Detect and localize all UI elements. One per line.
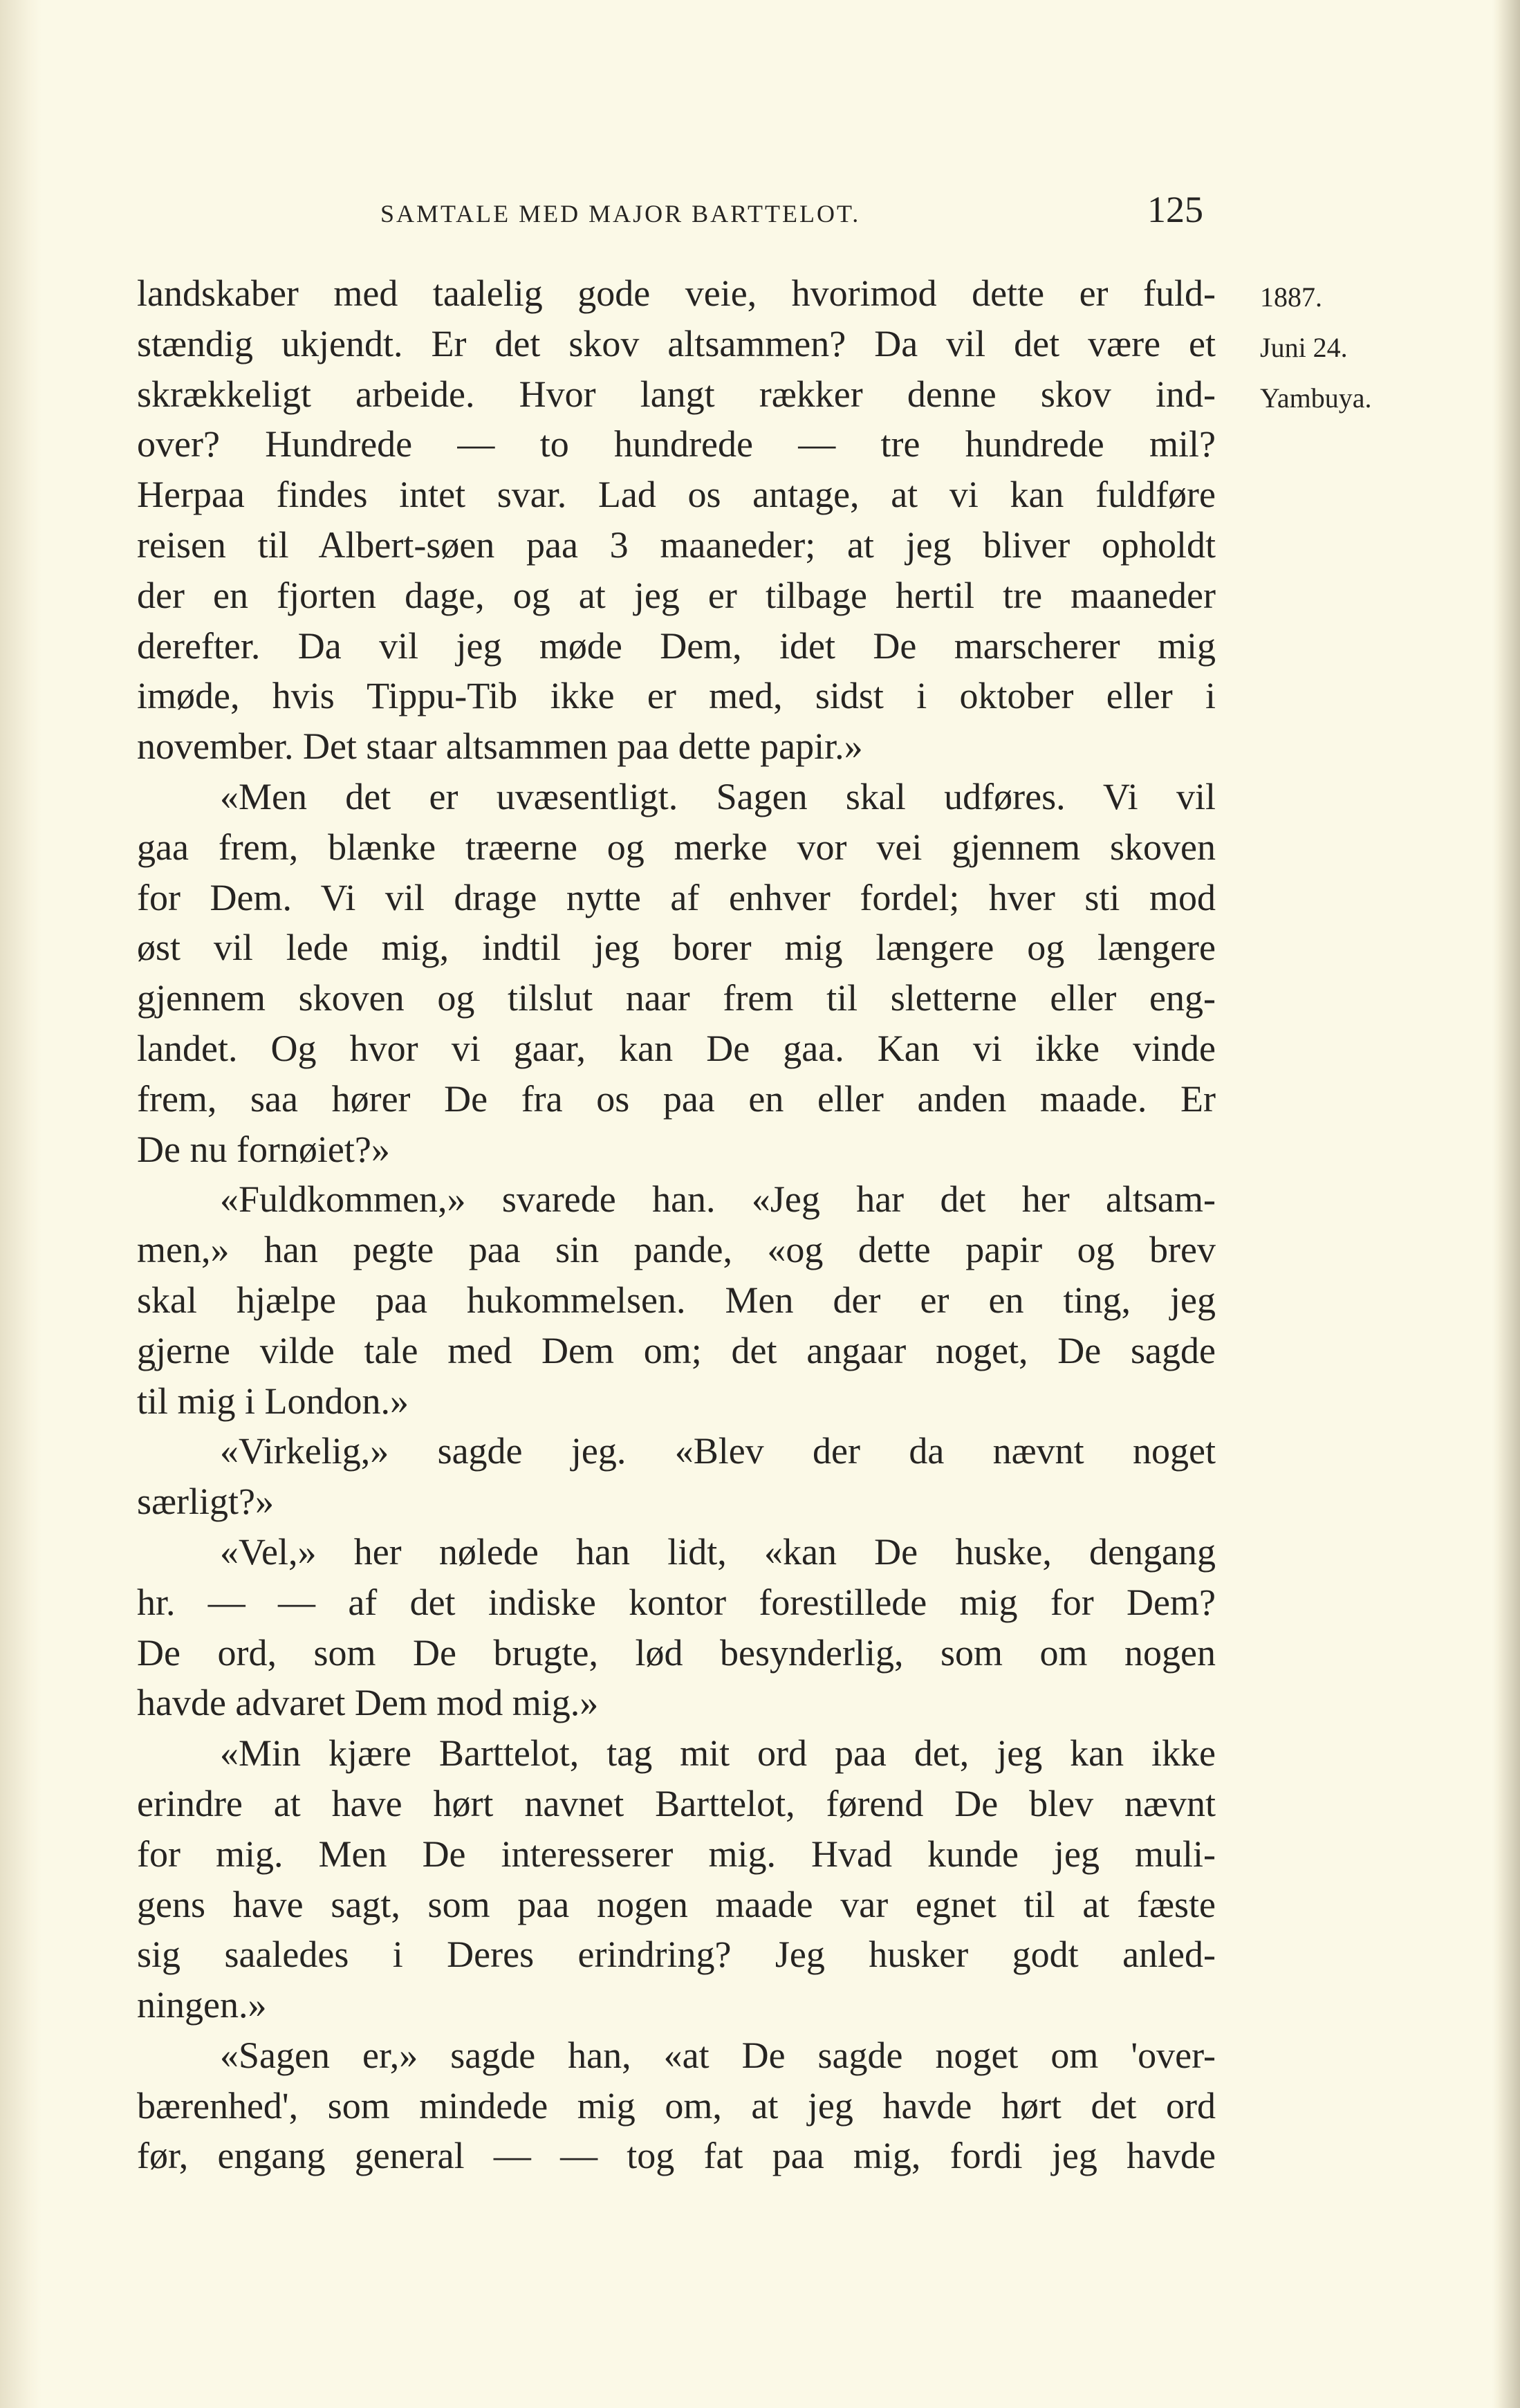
text-line: landet. Og hvor vi gaar, kan De gaa. Kan vi ikke vinde (137, 1027, 1216, 1069)
margin-note-date: Juni 24. (1260, 331, 1348, 363)
text-line: frem, saa hører De fra os paa en eller anden maade. Er (137, 1077, 1216, 1120)
text-line: november. Det staar altsammen paa dette papir.» (137, 725, 863, 768)
text-line: skrækkeligt arbeide. Hvor langt rækker denne skov ind- (137, 373, 1216, 415)
text-line: «Min kjære Barttelot, tag mit ord paa det, jeg kan ikke (220, 1732, 1216, 1775)
text-line: imøde, hvis Tippu-Tib ikke er med, sidst i oktober eller i (137, 675, 1216, 717)
text-line: landskaber med taalelig gode veie, hvorimod dette er fuld- (137, 272, 1216, 314)
text-line: der en fjorten dage, og at jeg er tilbage hertil tre maaneder (137, 574, 1216, 616)
text-line: gjennem skoven og tilslut naar frem til sletterne eller eng- (137, 977, 1216, 1019)
text-line: til mig i London.» (137, 1380, 409, 1422)
page-edge-left (0, 0, 41, 2408)
text-line: særligt?» (137, 1481, 274, 1523)
text-line: for mig. Men De interesserer mig. Hvad kunde jeg muli- (137, 1833, 1216, 1875)
text-line: gjerne vilde tale med Dem om; det angaar noget, De sagde (137, 1329, 1216, 1371)
page-edge-right (1492, 0, 1520, 2408)
margin-note-year: 1887. (1260, 281, 1322, 313)
running-head: SAMTALE MED MAJOR BARTTELOT. (380, 200, 861, 228)
text-line: «Men det er uvæsentligt. Sagen skal udføres. Vi vil (220, 775, 1216, 817)
text-line: hr. — — af det indiske kontor forestillede mig for Dem? (137, 1581, 1216, 1623)
text-line: Herpaa findes intet svar. Lad os antage, at vi kan fuldføre (137, 474, 1216, 516)
text-line: sig saaledes i Deres erindring? Jeg husker godt anled- (137, 1934, 1216, 1976)
text-line: «Virkelig,» sagde jeg. «Blev der da nævnt noget (220, 1430, 1216, 1472)
text-line: over? Hundrede — to hundrede — tre hundrede mil? (137, 423, 1216, 465)
text-line: stændig ukjendt. Er det skov altsammen? Da vil det være et (137, 322, 1216, 364)
text-line: «Sagen er,» sagde han, «at De sagde noget om 'over- (220, 2034, 1216, 2076)
text-line: ningen.» (137, 1984, 267, 2026)
text-line: gens have sagt, som paa nogen maade var egnet til at fæste (137, 1883, 1216, 1925)
body-text (137, 268, 1216, 2181)
text-line: bærenhed', som mindede mig om, at jeg havde hørt det ord (137, 2084, 1216, 2127)
text-line: De ord, som De brugte, lød besynderlig, som om nogen (137, 1631, 1216, 1674)
text-line: havde advaret Dem mod mig.» (137, 1682, 599, 1724)
text-line: erindre at have hørt navnet Barttelot, førend De blev nævnt (137, 1782, 1216, 1824)
text-line: øst vil lede mig, indtil jeg borer mig længere og længere (137, 927, 1216, 969)
margin-notes (1260, 272, 1371, 423)
text-line: «Vel,» her nølede han lidt, «kan De huske, dengang (220, 1530, 1216, 1573)
text-line: reisen til Albert-søen paa 3 maaneder; at jeg bliver opholdt (137, 524, 1216, 566)
margin-note-place: Yambuya. (1260, 382, 1372, 414)
text-line: skal hjælpe paa hukommelsen. Men der er en ting, jeg (137, 1279, 1216, 1321)
text-line: før, engang general — — tog fat paa mig, fordi jeg havde (137, 2135, 1216, 2177)
text-line: gaa frem, blænke træerne og merke vor vei gjennem skoven (137, 826, 1216, 868)
text-line: for Dem. Vi vil drage nytte af enhver fordel; hver sti mod (137, 876, 1216, 918)
text-line: men,» han pegte paa sin pande, «og dette papir og brev (137, 1229, 1216, 1271)
page-number: 125 (1147, 189, 1203, 230)
page-header (380, 188, 1203, 243)
text-line: «Fuldkommen,» svarede han. «Jeg har det her altsam- (220, 1178, 1216, 1221)
text-line: De nu fornøiet?» (137, 1128, 390, 1170)
text-line: derefter. Da vil jeg møde Dem, idet De marscherer mig (137, 624, 1216, 667)
